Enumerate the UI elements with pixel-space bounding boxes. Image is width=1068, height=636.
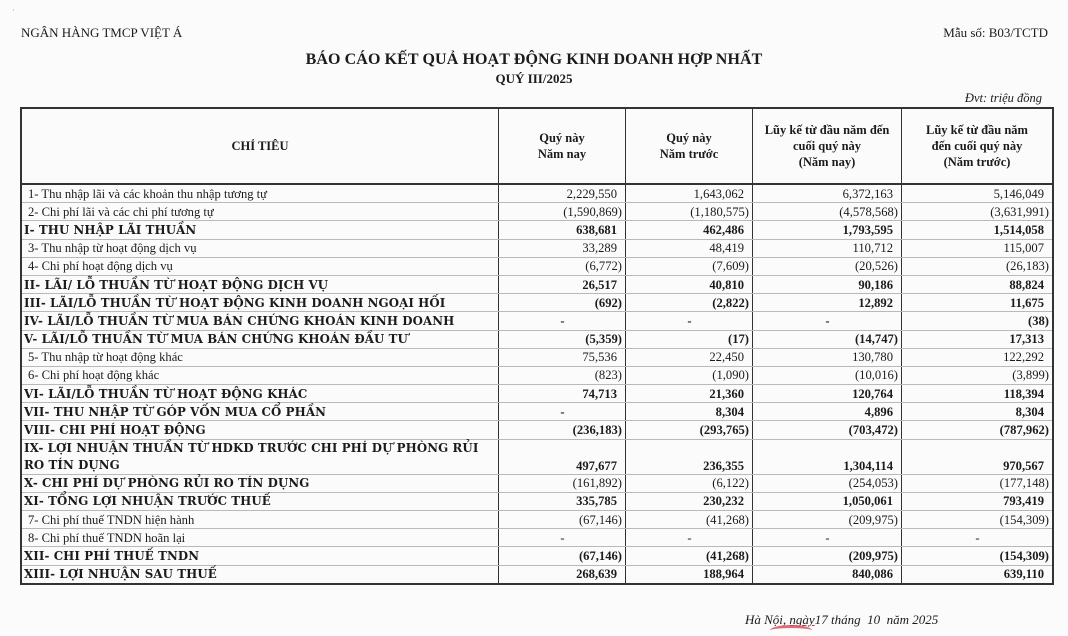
cell-ytd-prev: (787,962)	[902, 421, 1054, 439]
sign-month-word: tháng	[830, 612, 861, 627]
cell-ytd-this: 130,780	[753, 348, 902, 366]
cell-ytd-this: 12,892	[753, 294, 902, 312]
cell-ytd-this: 1,050,061	[753, 492, 902, 510]
column-label-line1: Quý này	[539, 131, 585, 145]
row-label: 8- Chi phí thuế TNDN hoãn lại	[21, 529, 499, 547]
row-label: III- LÃI/LỖ THUẦN TỪ HOẠT ĐỘNG KINH DOANH NGOẠI HỐI	[21, 294, 499, 312]
cell-q-prev: 236,355	[626, 439, 753, 474]
row-label: V- LÃI/LỖ THUẦN TỪ MUA BÁN CHỨNG KHOÁN ĐẦU TƯ	[21, 330, 499, 348]
sign-day-word: ngày	[789, 612, 815, 627]
report-title: BÁO CÁO KẾT QUẢ HOẠT ĐỘNG KINH DOANH HỢP NHẤT	[305, 51, 763, 68]
cell-ytd-this: 120,764	[753, 385, 902, 403]
cell-ytd-prev: 970,567	[902, 439, 1054, 474]
cell-ytd-prev: (3,631,991)	[902, 203, 1054, 221]
cell-q-this: (5,359)	[499, 330, 626, 348]
cell-q-prev: 48,419	[626, 239, 753, 257]
table-row	[21, 348, 1053, 366]
cell-q-prev: (293,765)	[626, 421, 753, 439]
cell-q-prev: -	[626, 529, 753, 547]
cell-ytd-prev: 122,292	[902, 348, 1054, 366]
cell-q-prev: 188,964	[626, 565, 753, 584]
cell-ytd-prev: 1,514,058	[902, 221, 1054, 239]
row-label: 5- Thu nhập từ hoạt động khác	[21, 348, 499, 366]
cell-ytd-this: 90,186	[753, 275, 902, 293]
cell-q-prev: (1,090)	[626, 366, 753, 384]
cell-q-prev: (7,609)	[626, 257, 753, 275]
report-period: QUÝ III/2025	[495, 71, 573, 86]
cell-q-prev: 40,810	[626, 275, 753, 293]
table-row	[21, 184, 1053, 203]
signature-date-line	[745, 612, 938, 628]
cell-q-this: 335,785	[499, 492, 626, 510]
cell-q-this: (161,892)	[499, 474, 626, 492]
row-label: XIII- LỢI NHUẬN SAU THUẾ	[21, 565, 499, 584]
row-label: 2- Chi phí lãi và các chi phí tương tự	[21, 203, 499, 221]
table-row-section	[21, 385, 1053, 403]
column-label-line2: Năm trước	[659, 147, 719, 161]
cell-q-this: 2,229,550	[499, 184, 626, 203]
column-label-line3: (Năm trước)	[943, 155, 1011, 169]
cell-ytd-this: (254,053)	[753, 474, 902, 492]
cell-ytd-prev: (38)	[902, 312, 1054, 330]
cell-ytd-this: 840,086	[753, 565, 902, 584]
sign-year-word: năm	[886, 612, 909, 627]
column-label-line2: Năm nay	[537, 147, 587, 161]
cell-ytd-this: 4,896	[753, 403, 902, 421]
column-label-line2: đến cuối quý này	[931, 139, 1023, 153]
cell-ytd-prev: -	[902, 529, 1054, 547]
income-statement-table	[20, 107, 1054, 585]
cell-q-this: 74,713	[499, 385, 626, 403]
column-header-q-this	[499, 108, 626, 184]
column-header-ytd-prev	[902, 108, 1054, 184]
cell-ytd-prev: (26,183)	[902, 257, 1054, 275]
column-label-line1: Quý này	[666, 131, 712, 145]
cell-ytd-this: 1,793,595	[753, 221, 902, 239]
cell-q-prev: (41,268)	[626, 547, 753, 565]
cell-q-prev: 1,643,062	[626, 184, 753, 203]
table-row-section	[21, 403, 1053, 421]
column-label-line2: cuối quý này	[792, 139, 862, 153]
cell-q-this: -	[499, 403, 626, 421]
table-row-section	[21, 439, 1053, 474]
column-header-item	[21, 108, 499, 184]
table-row-section	[21, 565, 1053, 584]
cell-q-prev: -	[626, 312, 753, 330]
row-label: IV- LÃI/LỖ THUẦN TỪ MUA BÁN CHỨNG KHOÁN KINH DOANH	[21, 312, 499, 330]
cell-q-prev: (17)	[626, 330, 753, 348]
cell-ytd-prev: 5,146,049	[902, 184, 1054, 203]
scan-mark: ·	[12, 6, 15, 15]
column-header-ytd-this	[753, 108, 902, 184]
cell-ytd-this: (703,472)	[753, 421, 902, 439]
column-label-line1: Lũy kế từ đầu năm	[926, 123, 1028, 137]
table-row-section	[21, 547, 1053, 565]
cell-ytd-prev: 11,675	[902, 294, 1054, 312]
cell-q-prev: (1,180,575)	[626, 203, 753, 221]
cell-ytd-this: 110,712	[753, 239, 902, 257]
table-row-section	[21, 294, 1053, 312]
cell-ytd-this: 1,304,114	[753, 439, 902, 474]
cell-ytd-this: (4,578,568)	[753, 203, 902, 221]
row-label: VI- LÃI/LỖ THUẦN TỪ HOẠT ĐỘNG KHÁC	[21, 385, 499, 403]
row-label: XII- CHI PHÍ THUẾ TNDN	[21, 547, 499, 565]
cell-q-prev: (6,122)	[626, 474, 753, 492]
cell-ytd-prev: 115,007	[902, 239, 1054, 257]
table-row-section	[21, 221, 1053, 239]
cell-ytd-prev: 8,304	[902, 403, 1054, 421]
unit-label: Đvt: triệu đồng	[964, 91, 1042, 105]
form-code: Mẫu số: B03/TCTD	[943, 25, 1048, 40]
cell-ytd-prev: 793,419	[902, 492, 1054, 510]
row-label: I- THU NHẬP LÃI THUẦN	[21, 221, 499, 239]
cell-q-this: (823)	[499, 366, 626, 384]
sign-month: 10	[867, 612, 881, 627]
cell-ytd-this: (209,975)	[753, 547, 902, 565]
row-label: IX- LỢI NHUẬN THUẦN TỪ HDKD TRƯỚC CHI PHÍ DỰ PHÒNG RỦI RO TÍN DỤNG	[21, 439, 499, 474]
cell-q-this: 75,536	[499, 348, 626, 366]
table-row	[21, 257, 1053, 275]
cell-ytd-prev: 639,110	[902, 565, 1054, 584]
table-header-row	[21, 108, 1053, 184]
cell-q-prev: 22,450	[626, 348, 753, 366]
cell-q-this: (67,146)	[499, 547, 626, 565]
sign-year: 2025	[912, 612, 939, 627]
cell-ytd-prev: (154,309)	[902, 511, 1054, 529]
table-row	[21, 511, 1053, 529]
row-label: X- CHI PHÍ DỰ PHÒNG RỦI RO TÍN DỤNG	[21, 474, 499, 492]
cell-q-this: (692)	[499, 294, 626, 312]
cell-q-this: 638,681	[499, 221, 626, 239]
column-label: CHỈ TIÊU	[231, 139, 289, 153]
cell-q-this: -	[499, 312, 626, 330]
sign-day: 17	[814, 612, 828, 627]
row-label: 3- Thu nhập từ hoạt động dịch vụ	[21, 239, 499, 257]
cell-q-prev: (41,268)	[626, 511, 753, 529]
cell-q-this: 268,639	[499, 565, 626, 584]
cell-q-prev: 8,304	[626, 403, 753, 421]
cell-q-prev: 21,360	[626, 385, 753, 403]
cell-ytd-prev: (177,148)	[902, 474, 1054, 492]
cell-q-this: (1,590,869)	[499, 203, 626, 221]
cell-ytd-prev: 88,824	[902, 275, 1054, 293]
column-label-line1: Lũy kế từ đầu năm đến	[764, 123, 890, 137]
cell-ytd-prev: (3,899)	[902, 366, 1054, 384]
cell-ytd-prev: 17,313	[902, 330, 1054, 348]
cell-ytd-this: (209,975)	[753, 511, 902, 529]
table-row-section	[21, 330, 1053, 348]
table-row-section	[21, 275, 1053, 293]
bank-name: NGÂN HÀNG TMCP VIỆT Á	[21, 25, 183, 40]
table-row-section	[21, 421, 1053, 439]
cell-q-this: -	[499, 529, 626, 547]
table-row-section	[21, 474, 1053, 492]
cell-ytd-prev: (154,309)	[902, 547, 1054, 565]
row-label: II- LÃI/ LỖ THUẦN TỪ HOẠT ĐỘNG DỊCH VỤ	[21, 275, 499, 293]
row-label: VIII- CHI PHÍ HOẠT ĐỘNG	[21, 421, 499, 439]
cell-q-prev: (2,822)	[626, 294, 753, 312]
column-label-line3: (Năm nay)	[798, 155, 856, 169]
cell-ytd-this: -	[753, 312, 902, 330]
sign-place: Hà Nội,	[745, 612, 787, 627]
cell-q-this: (67,146)	[499, 511, 626, 529]
row-label: VII- THU NHẬP TỪ GÓP VỐN MUA CỔ PHẦN	[21, 403, 499, 421]
row-label: XI- TỔNG LỢI NHUẬN TRƯỚC THUẾ	[21, 492, 499, 510]
column-header-q-prev	[626, 108, 753, 184]
cell-ytd-this: 6,372,163	[753, 184, 902, 203]
cell-ytd-this: (14,747)	[753, 330, 902, 348]
cell-q-prev: 462,486	[626, 221, 753, 239]
table-row	[21, 203, 1053, 221]
table-row	[21, 366, 1053, 384]
table-row	[21, 529, 1053, 547]
cell-q-this: (6,772)	[499, 257, 626, 275]
row-label: 4- Chi phí hoạt động dịch vụ	[21, 257, 499, 275]
cell-ytd-this: (20,526)	[753, 257, 902, 275]
cell-q-prev: 230,232	[626, 492, 753, 510]
cell-ytd-this: (10,016)	[753, 366, 902, 384]
table-row	[21, 239, 1053, 257]
row-label: 6- Chi phí hoạt động khác	[21, 366, 499, 384]
cell-ytd-prev: 118,394	[902, 385, 1054, 403]
cell-q-this: 33,289	[499, 239, 626, 257]
row-label: 1- Thu nhập lãi và các khoản thu nhập tương tự	[21, 184, 499, 203]
row-label: 7- Chi phí thuế TNDN hiện hành	[21, 511, 499, 529]
table-row-section	[21, 492, 1053, 510]
cell-ytd-this: -	[753, 529, 902, 547]
table-row-section	[21, 312, 1053, 330]
cell-q-this: 497,677	[499, 439, 626, 474]
cell-q-this: (236,183)	[499, 421, 626, 439]
cell-q-this: 26,517	[499, 275, 626, 293]
